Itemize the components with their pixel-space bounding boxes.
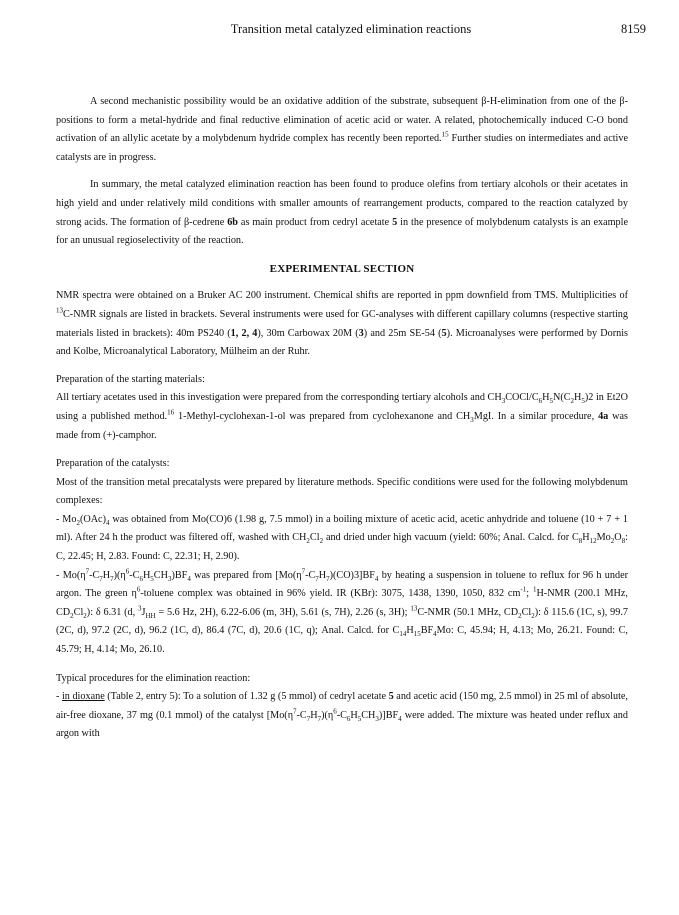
catalysts-title: Preparation of the catalysts: (56, 458, 170, 470)
catalysts-text: Most of the transition metal precatalysts were prepared by literature methods. Specific conditions were used for the following molybdenum complexes: (56, 476, 628, 507)
page-header (56, 22, 646, 38)
paragraph-mechanism: A second mechanistic possibility would be an oxidative addition of the substrate, subsequent β-H-elimination from one of the β-positions to form a metal-hydride and final reductive elimination of acetic acid or water. A related, photochemically induced C-O bond activation of an allylic acetate by a molybdenum hydride complex has recently been reported.$^{15}$ Further studies on intermediates and active catalysts are in progress. (56, 96, 628, 163)
typical-procedures-text: - in dioxane (Table 2, entry 5): To a solution of 1.32 g (5 mmol) of cedryl acetate 5 and acetic acid (150 mg, 2.5 mmol) in 25 ml of absolute, air-free dioxane, 37 mg (0.1 mmol) of the catalyst $[Mo(\eta^7-C_7H_7)(\eta^6-C_6H_5CH_3)]BF_4$ were added. The mixture was heated under reflux and argon with (56, 691, 628, 740)
section-heading: EXPERIMENTAL SECTION (269, 262, 415, 275)
mo2-acetate-text: - $Mo_2(OAc)_4$ was obtained from Mo(CO)6 (1.98 g, 7.5 mmol) in a boiling mixture of acetic acid, acetic anhydride and toluene (10 + 7 + 1 ml). After 24 h the product was filtered off, washed with $CH_2Cl_2$ and dried under high vacuum (yield: 60%; Anal. Calcd. for $C_8H_{12}Mo_2O_8$: C, 22.45; H, 2.83. Found: C, 22.31; H, 2.90). (56, 513, 628, 563)
page-number: 8159 (621, 22, 646, 36)
article-body (56, 93, 628, 754)
paragraph-summary: In summary, the metal catalyzed elimination reaction has been found to produce olefins from tertiary alcohols or their acetates in high yield and under relatively mild conditions with smaller amounts of rearrangement products, compared to the reaction catalyzed by strong acids. The formation of β-cedrene 6b as main product from cedryl acetate 5 in the presence of molybdenum catalysts is an example for an unusual regioselectivity of the reaction. (56, 179, 628, 247)
catalysts-block (56, 455, 628, 660)
mo-tropylium-text: - $Mo(\eta^7-C_7H_7)(\eta^6-C_6H_5CH_3)BF_4$ was prepared from $[Mo(\eta^7-C_7H_7)(CO)3]BF_4$ by heating a suspension in toluene to reflux for 96 h under argon. The green $\eta^6$-toluene complex was obtained in 96% yield. IR (KBr): 3075, 1438, 1390, 1050, 832 $cm^{-1}$; $^1$H-NMR (200.1 MHz, $CD_2Cl_2$): δ 6.31 (d, $^3J_{HH} = 5.6$ Hz, 2H), 6.22-6.06 (m, 3H), 5.61 (s, 7H), 2.26 (s, 3H); $^{13}$C-NMR (50.1 MHz, $CD_2Cl_2$): δ 115.6 (1C, s), 99.7 (2C, d), 97.2 (2C, d), 96.2 (1C, d), 86.4 (7C, d), 20.6 (1C, q); Anal. Calcd. for $C_{14}H_{15}BF_4Mo$: C, 45.94; H, 4.13; Mo, 26.21. Found: C, 45.79; H, 4.14; Mo, 26.10. (56, 567, 628, 656)
typical-procedures-block (56, 670, 628, 744)
starting-materials-text: All tertiary acetates used in this investigation were prepared from the corresponding tertiary alcohols and $CH_3COCl/C_6H_5N(C_2H_5)2$ in Et2O using a published method.$^{16}$ 1-Methyl-cyclohexan-1-ol was prepared from cyclohexanone and $CH_3MgI$. In a similar procedure, 4a was made from (+)-camphor. (56, 392, 629, 441)
starting-materials-title: Preparation of the starting materials: (56, 373, 205, 385)
starting-materials-block (56, 371, 628, 445)
typical-procedures-title: Typical procedures for the elimination reaction: (56, 672, 251, 684)
running-title: Transition metal catalyzed elimination reactions (230, 22, 472, 36)
paragraph-nmr: NMR spectra were obtained on a Bruker AC 200 instrument. Chemical shifts are reported in ppm downfield from TMS. Multiplicities of $^{13}$C-NMR signals are listed in brackets. Several instruments were used for GC-analyses with different capillary columns (respective starting materials listed in brackets): 40m PS240 (1, 2, 4), 30m Carbowax 20M (3) and 25m SE-54 (5). Microanalyses were performed by Dornis and Kolbe, Microanalytical Laboratory, Mülheim an der Ruhr. (56, 290, 629, 358)
